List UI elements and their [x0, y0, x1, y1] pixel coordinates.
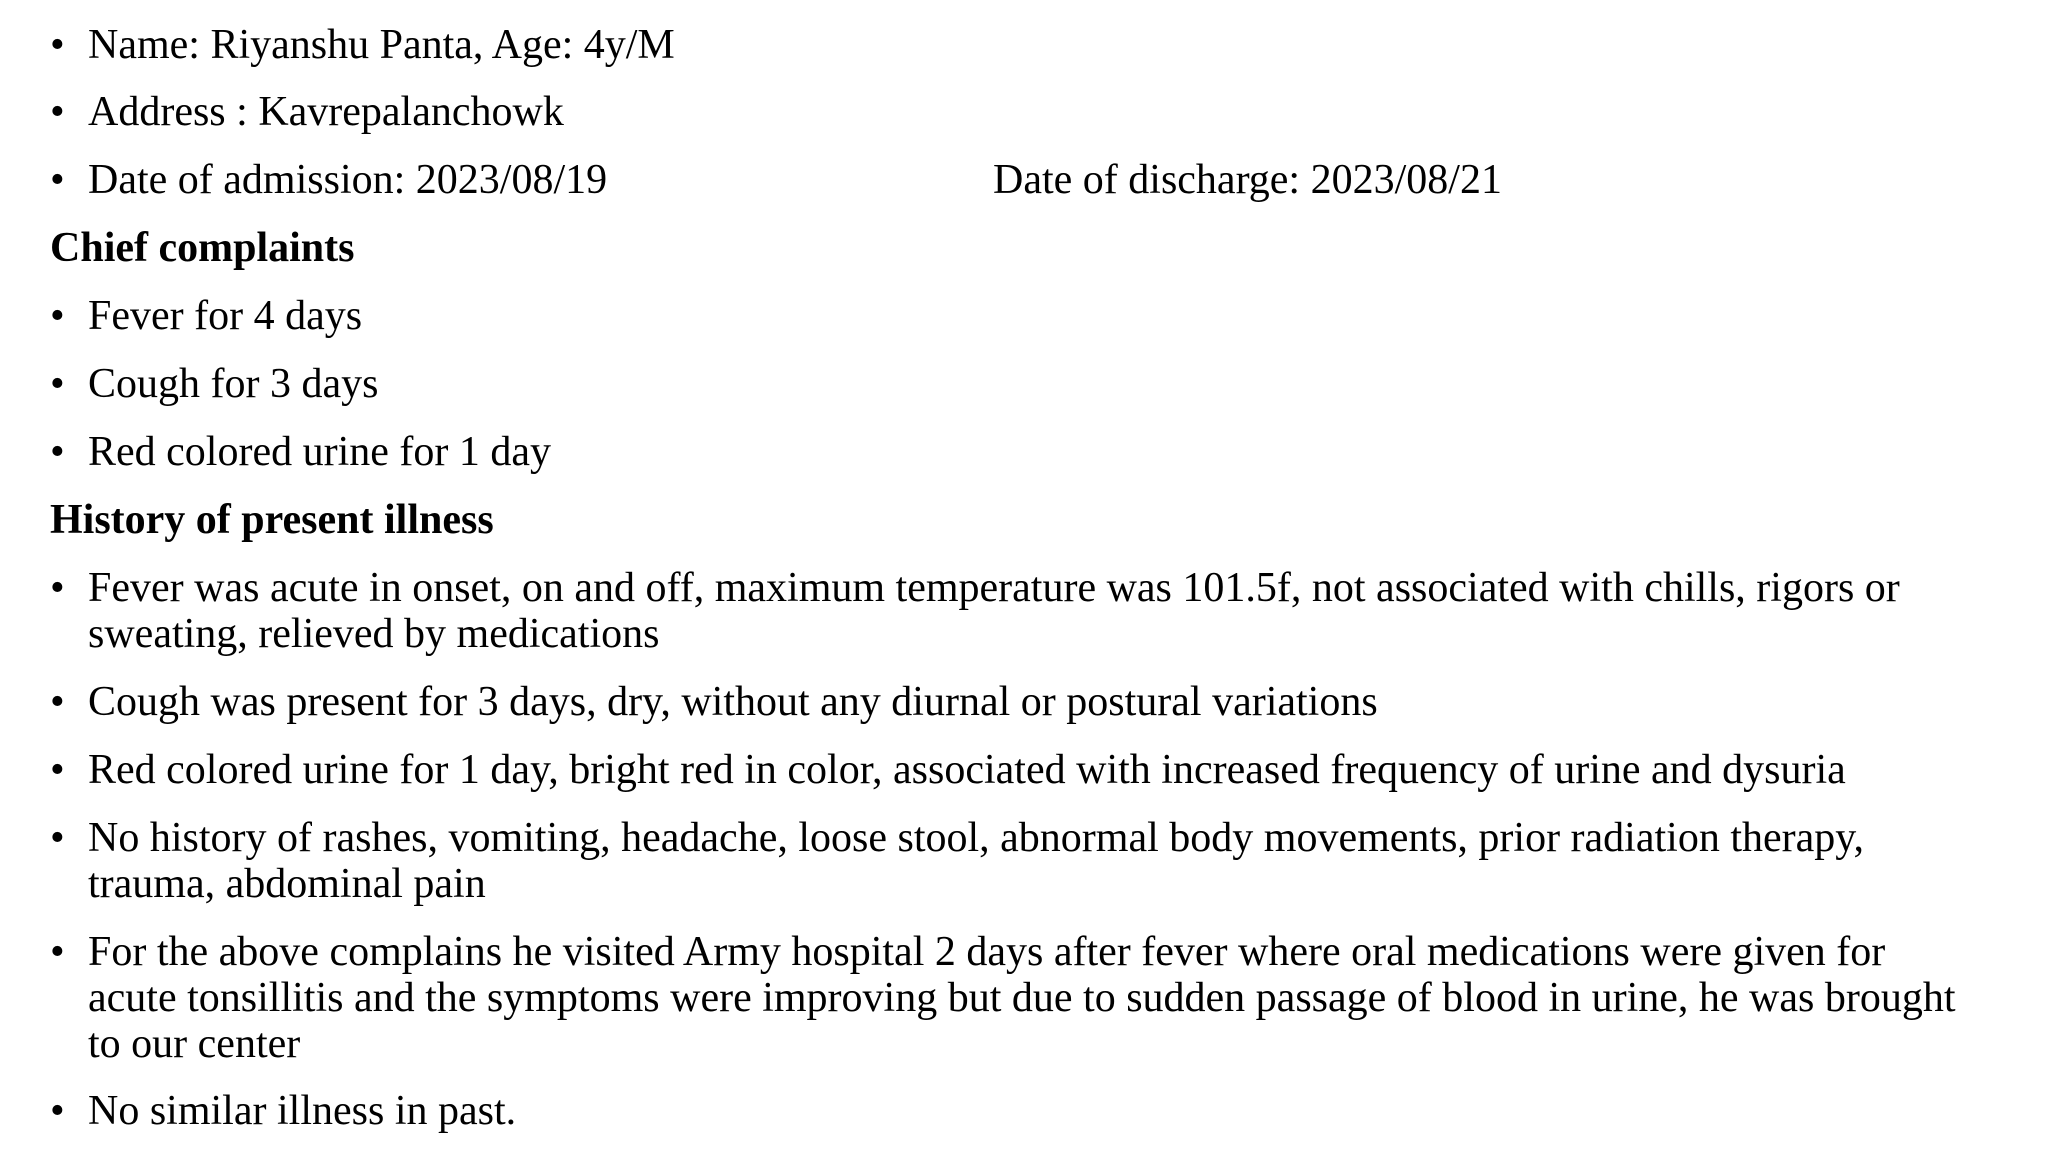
bullet: • — [50, 293, 65, 339]
complaint-text: Fever for 4 days — [88, 293, 363, 339]
admission-date: Date of admission: 2023/08/19 — [88, 157, 608, 203]
history-text-line: acute tonsillitis and the symptoms were improving but due to sudden passage of blood in urine, he was brought — [88, 975, 1956, 1021]
history-text-line: For the above complains he visited Army hospital 2 days after fever where oral medications were given for — [88, 929, 1886, 975]
history-text-line: Cough was present for 3 days, dry, without any diurnal or postural variations — [88, 679, 1378, 725]
bullet: • — [50, 22, 65, 68]
bullet: • — [50, 815, 65, 861]
history-text-line: Red colored urine for 1 day, bright red in color, associated with increased frequency of urine and dysuria — [88, 747, 1846, 793]
bullet: • — [50, 747, 65, 793]
bullet: • — [50, 157, 65, 203]
history-heading: History of present illness — [50, 497, 494, 543]
bullet: • — [50, 1088, 65, 1134]
bullet: • — [50, 89, 65, 135]
complaint-text: Red colored urine for 1 day — [88, 429, 552, 475]
history-text-line: No similar illness in past. — [88, 1088, 517, 1134]
bullet: • — [50, 565, 65, 611]
chief-complaints-heading: Chief complaints — [50, 225, 355, 271]
bullet: • — [50, 929, 65, 975]
patient-name-age: Name: Riyanshu Panta, Age: 4y/M — [88, 22, 675, 68]
bullet: • — [50, 429, 65, 475]
complaint-text: Cough for 3 days — [88, 361, 379, 407]
bullet: • — [50, 679, 65, 725]
discharge-date: Date of discharge: 2023/08/21 — [993, 157, 1502, 203]
history-text-line: trauma, abdominal pain — [88, 861, 486, 907]
history-text-line: No history of rashes, vomiting, headache, loose stool, abnormal body movements, prior radiation therapy, — [88, 815, 1865, 861]
history-text-line: Fever was acute in onset, on and off, maximum temperature was 101.5f, not associated with chills, rigors or — [88, 565, 1900, 611]
bullet: • — [50, 361, 65, 407]
history-text-line: to our center — [88, 1021, 301, 1067]
patient-address: Address : Kavrepalanchowk — [88, 89, 564, 135]
history-text-line: sweating, relieved by medications — [88, 611, 660, 657]
